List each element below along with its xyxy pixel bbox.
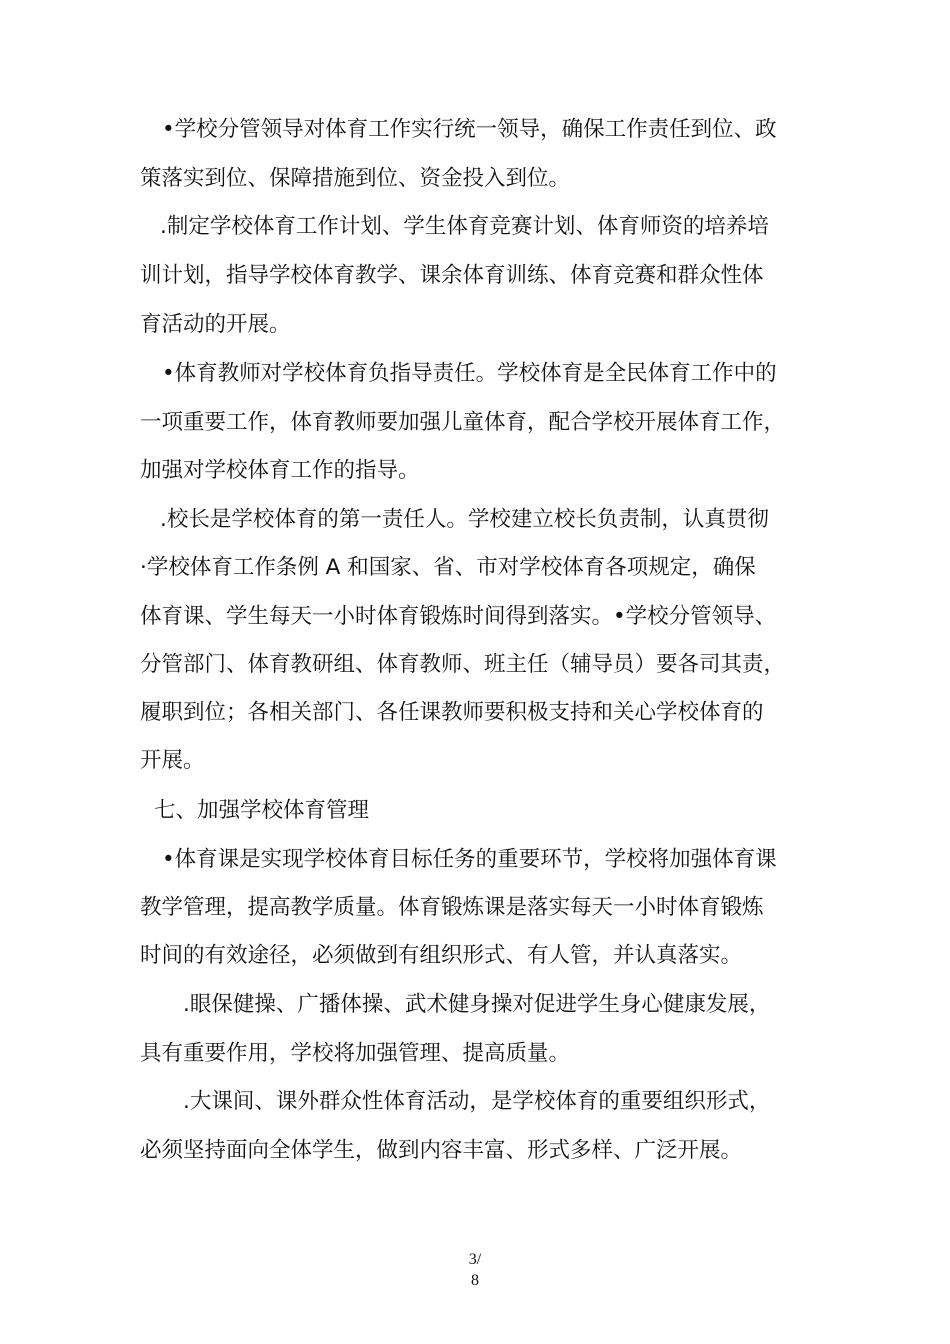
text-line: 加强对学校体育工作的指导。 [140, 458, 420, 483]
text-line: 必须坚持面向全体学生，做到内容丰富、形式多样、广泛开展。 [140, 1138, 743, 1163]
text-line: 一项重要工作，体育教师要加强儿童体育，配合学校开展体育工作， [140, 410, 786, 435]
text-line: 履职到位；各相关部门、各任课教师要积极支持和关心学校体育的 [140, 700, 764, 725]
text-line: .校长是学校体育的第一责任人。学校建立校长负责制，认真贯彻 [160, 507, 769, 532]
text-line: .大课间、课外群众性体育活动，是学校体育的重要组织形式， [183, 1089, 771, 1114]
text-line: 具有重要作用，学校将加强管理、提高质量。 [140, 1041, 571, 1066]
page-number-top: 3/ [468, 1251, 482, 1268]
text-line: 育活动的开展。 [140, 312, 291, 337]
text-line: 教学管理，提高教学质量。体育锻炼课是落实每天一小时体育锻炼 [140, 895, 764, 920]
text-line: 策落实到位、保障措施到位、资金投入到位。 [140, 166, 571, 191]
text-line: 分管部门、体育教研组、体育教师、班主任（辅导员）要各司其责， [140, 652, 786, 677]
text-line: 体育课、学生每天一小时体育锻炼时间得到落实。•学校分管领导、 [140, 604, 777, 629]
text-line: •体育课是实现学校体育目标任务的重要环节，学校将加强体育课 [162, 847, 777, 872]
text-line: 开展。 [140, 748, 205, 773]
text-line: •体育教师对学校体育负指导责任。学校体育是全民体育工作中的 [162, 361, 777, 386]
section-heading: 七、加强学校体育管理 [154, 798, 370, 823]
text-line: •学校分管领导对体育工作实行统一领导，确保工作责任到位、政 [162, 117, 777, 142]
text-line: 时间的有效途径，必须做到有组织形式、有人管，并认真落实。 [140, 943, 743, 968]
text-line: 训计划，指导学校体育教学、课余体育训练、体育竞赛和群众性体 [140, 263, 764, 288]
text-line: .制定学校体育工作计划、学生体育竞赛计划、体育师资的培养培 [160, 214, 769, 239]
page-number-bottom: 8 [471, 1272, 479, 1289]
text-line: .眼保健操、广播体操、武术健身操对促进学生身心健康发展， [183, 992, 771, 1017]
text-line: ·学校体育工作条例 A 和国家、省、市对学校体育各项规定，确保 [140, 555, 756, 580]
